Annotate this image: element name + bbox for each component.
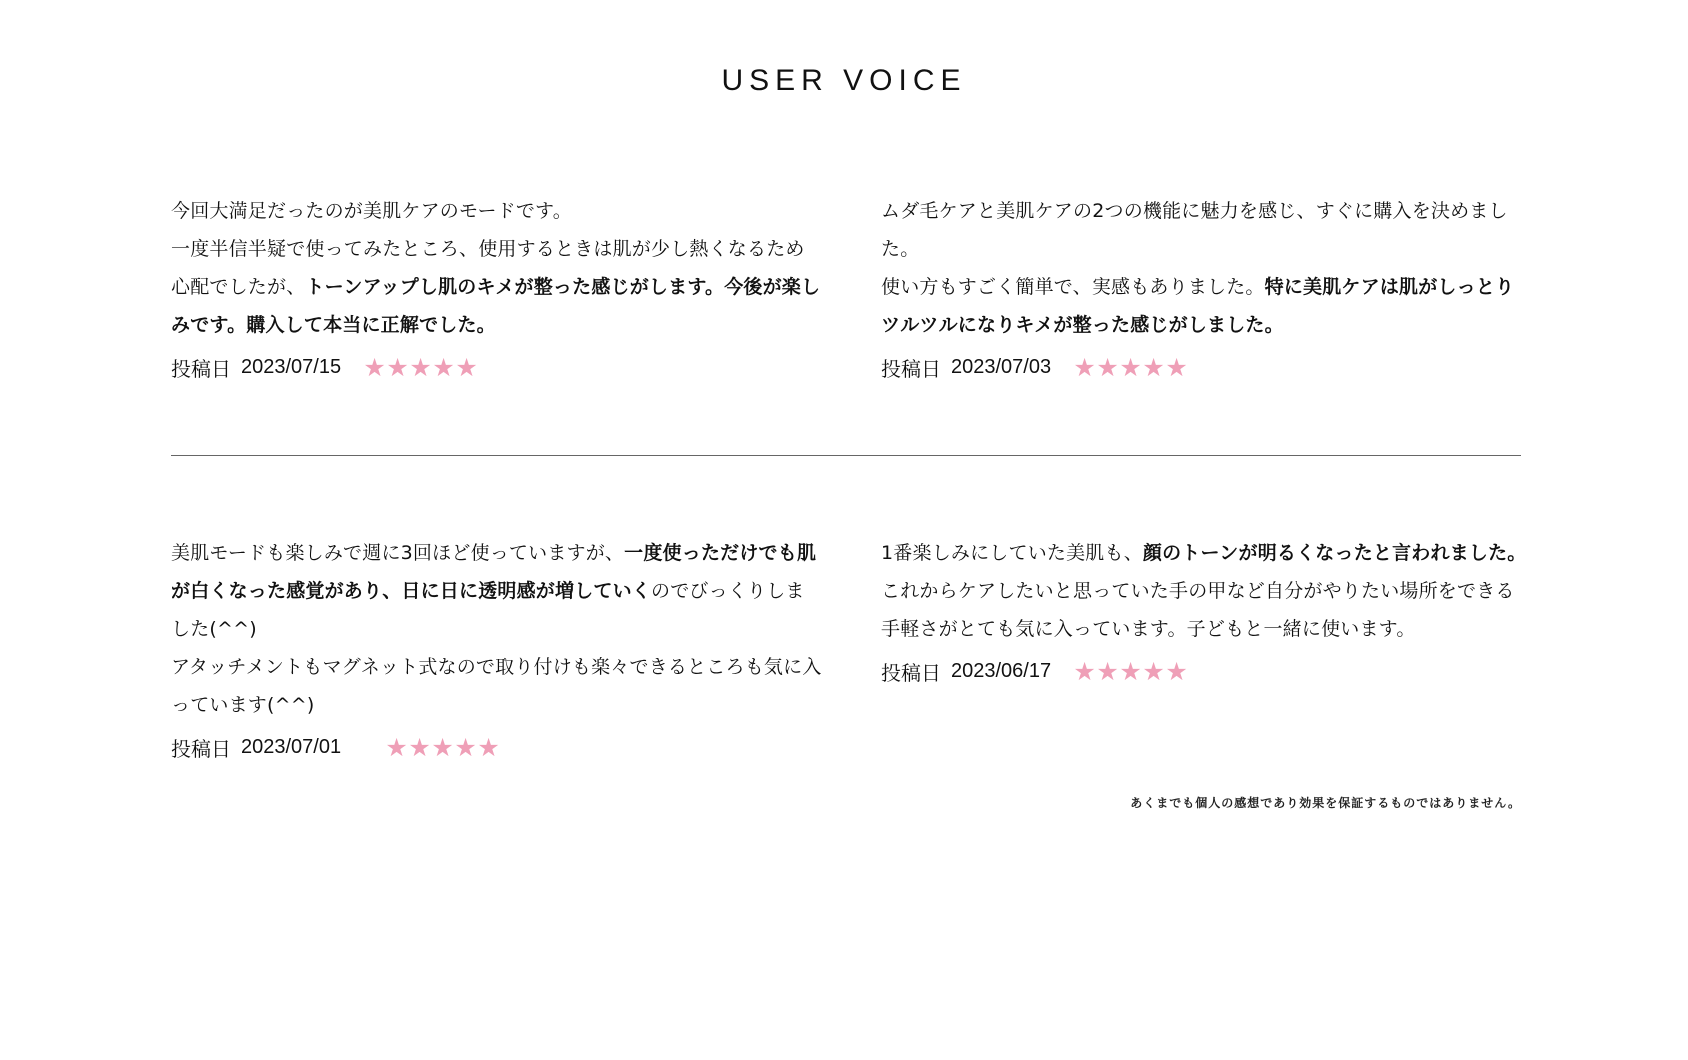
review-highlight: 顔のトーンが明るくなったと言われました。 [1142,542,1527,564]
review-paragraph [171,534,823,648]
review-paragraph [171,230,823,344]
review-paragraph [881,534,1531,572]
review-text [881,534,1531,648]
star-icon: ★ [431,732,454,762]
post-date: 2023/07/15 [241,355,342,378]
post-date: 2023/07/03 [951,355,1052,378]
post-date: 2023/07/01 [241,735,342,758]
post-date-label: 投稿日 [171,356,231,381]
star-icon: ★ [1119,352,1142,382]
review-highlight: 特に美肌ケアは肌がしっとりツルツルになりキメが整った感じがしました。 [881,276,1515,336]
review-paragraph [881,572,1531,648]
review-segment: 1番楽しみにしていた美肌も、 [881,542,1143,564]
review-segment: 今回大満足だったのが美肌ケアのモードです。 [171,200,572,222]
post-date: 2023/06/17 [951,659,1052,682]
review-paragraph [171,192,823,230]
post-date-label: 投稿日 [881,356,941,381]
star-icon: ★ [477,732,500,762]
star-rating [385,732,500,762]
star-icon: ★ [385,732,408,762]
review-paragraph [881,268,1531,344]
post-date-label: 投稿日 [171,736,231,761]
review-meta [881,348,1531,386]
star-icon: ★ [1073,352,1096,382]
review-segment: 一度半信半疑で使ってみたところ、使用するときは肌が少し熱くなるため心配でしたが、 [171,238,805,298]
star-icon: ★ [1096,656,1119,686]
star-icon: ★ [454,732,477,762]
review-segment: これからケアしたいと思っていた手の甲など自分がやりたい場所をできる手軽さがとても気に入っています。子どもと一緒に使います。 [881,580,1515,640]
review-card [881,192,1531,386]
star-icon: ★ [1073,656,1096,686]
review-meta [171,728,823,766]
star-rating [1073,352,1188,382]
star-icon: ★ [1165,656,1188,686]
star-icon: ★ [1142,656,1165,686]
star-icon: ★ [408,732,431,762]
star-icon: ★ [386,352,409,382]
star-icon: ★ [455,352,478,382]
review-card [171,534,823,766]
review-paragraph [171,648,823,724]
star-icon: ★ [409,352,432,382]
review-meta [171,348,823,386]
star-rating [363,352,478,382]
post-date-label: 投稿日 [881,660,941,685]
disclaimer-note: あくまでも個人の感想であり効果を保証するものではありません。 [1130,796,1521,810]
review-segment: のでびっくりしました(^^) [171,580,805,640]
star-icon: ★ [432,352,455,382]
review-text [171,192,823,344]
star-icon: ★ [1165,352,1188,382]
review-highlight: トーンアップし肌のキメが整った感じがします。今後が楽しみです。購入して本当に正解でした。 [171,276,821,336]
review-text [171,534,823,724]
star-icon: ★ [1119,656,1142,686]
review-segment: アタッチメントもマグネット式なので取り付けも楽々できるところも気に入っています(^^) [171,656,822,716]
review-segment: 美肌モードも楽しみで週に3回ほど使っていますが、 [171,542,625,564]
review-meta [881,652,1531,690]
review-card [171,192,823,386]
star-icon: ★ [1096,352,1119,382]
star-icon: ★ [1142,352,1165,382]
section-title: USER VOICE [721,64,967,97]
review-text [881,192,1531,344]
star-icon: ★ [363,352,386,382]
review-segment: ムダ毛ケアと美肌ケアの2つの機能に魅力を感じ、すぐに購入を決めました。 [881,200,1508,260]
star-rating [1073,656,1188,686]
review-divider [171,455,1521,456]
review-paragraph [881,192,1531,268]
review-highlight: 一度使っただけでも肌が白くなった感覚があり、日に日に透明感が増していく [171,542,817,602]
review-card [881,534,1531,690]
review-segment: 使い方もすごく簡単で、実感もありました。 [881,276,1265,298]
